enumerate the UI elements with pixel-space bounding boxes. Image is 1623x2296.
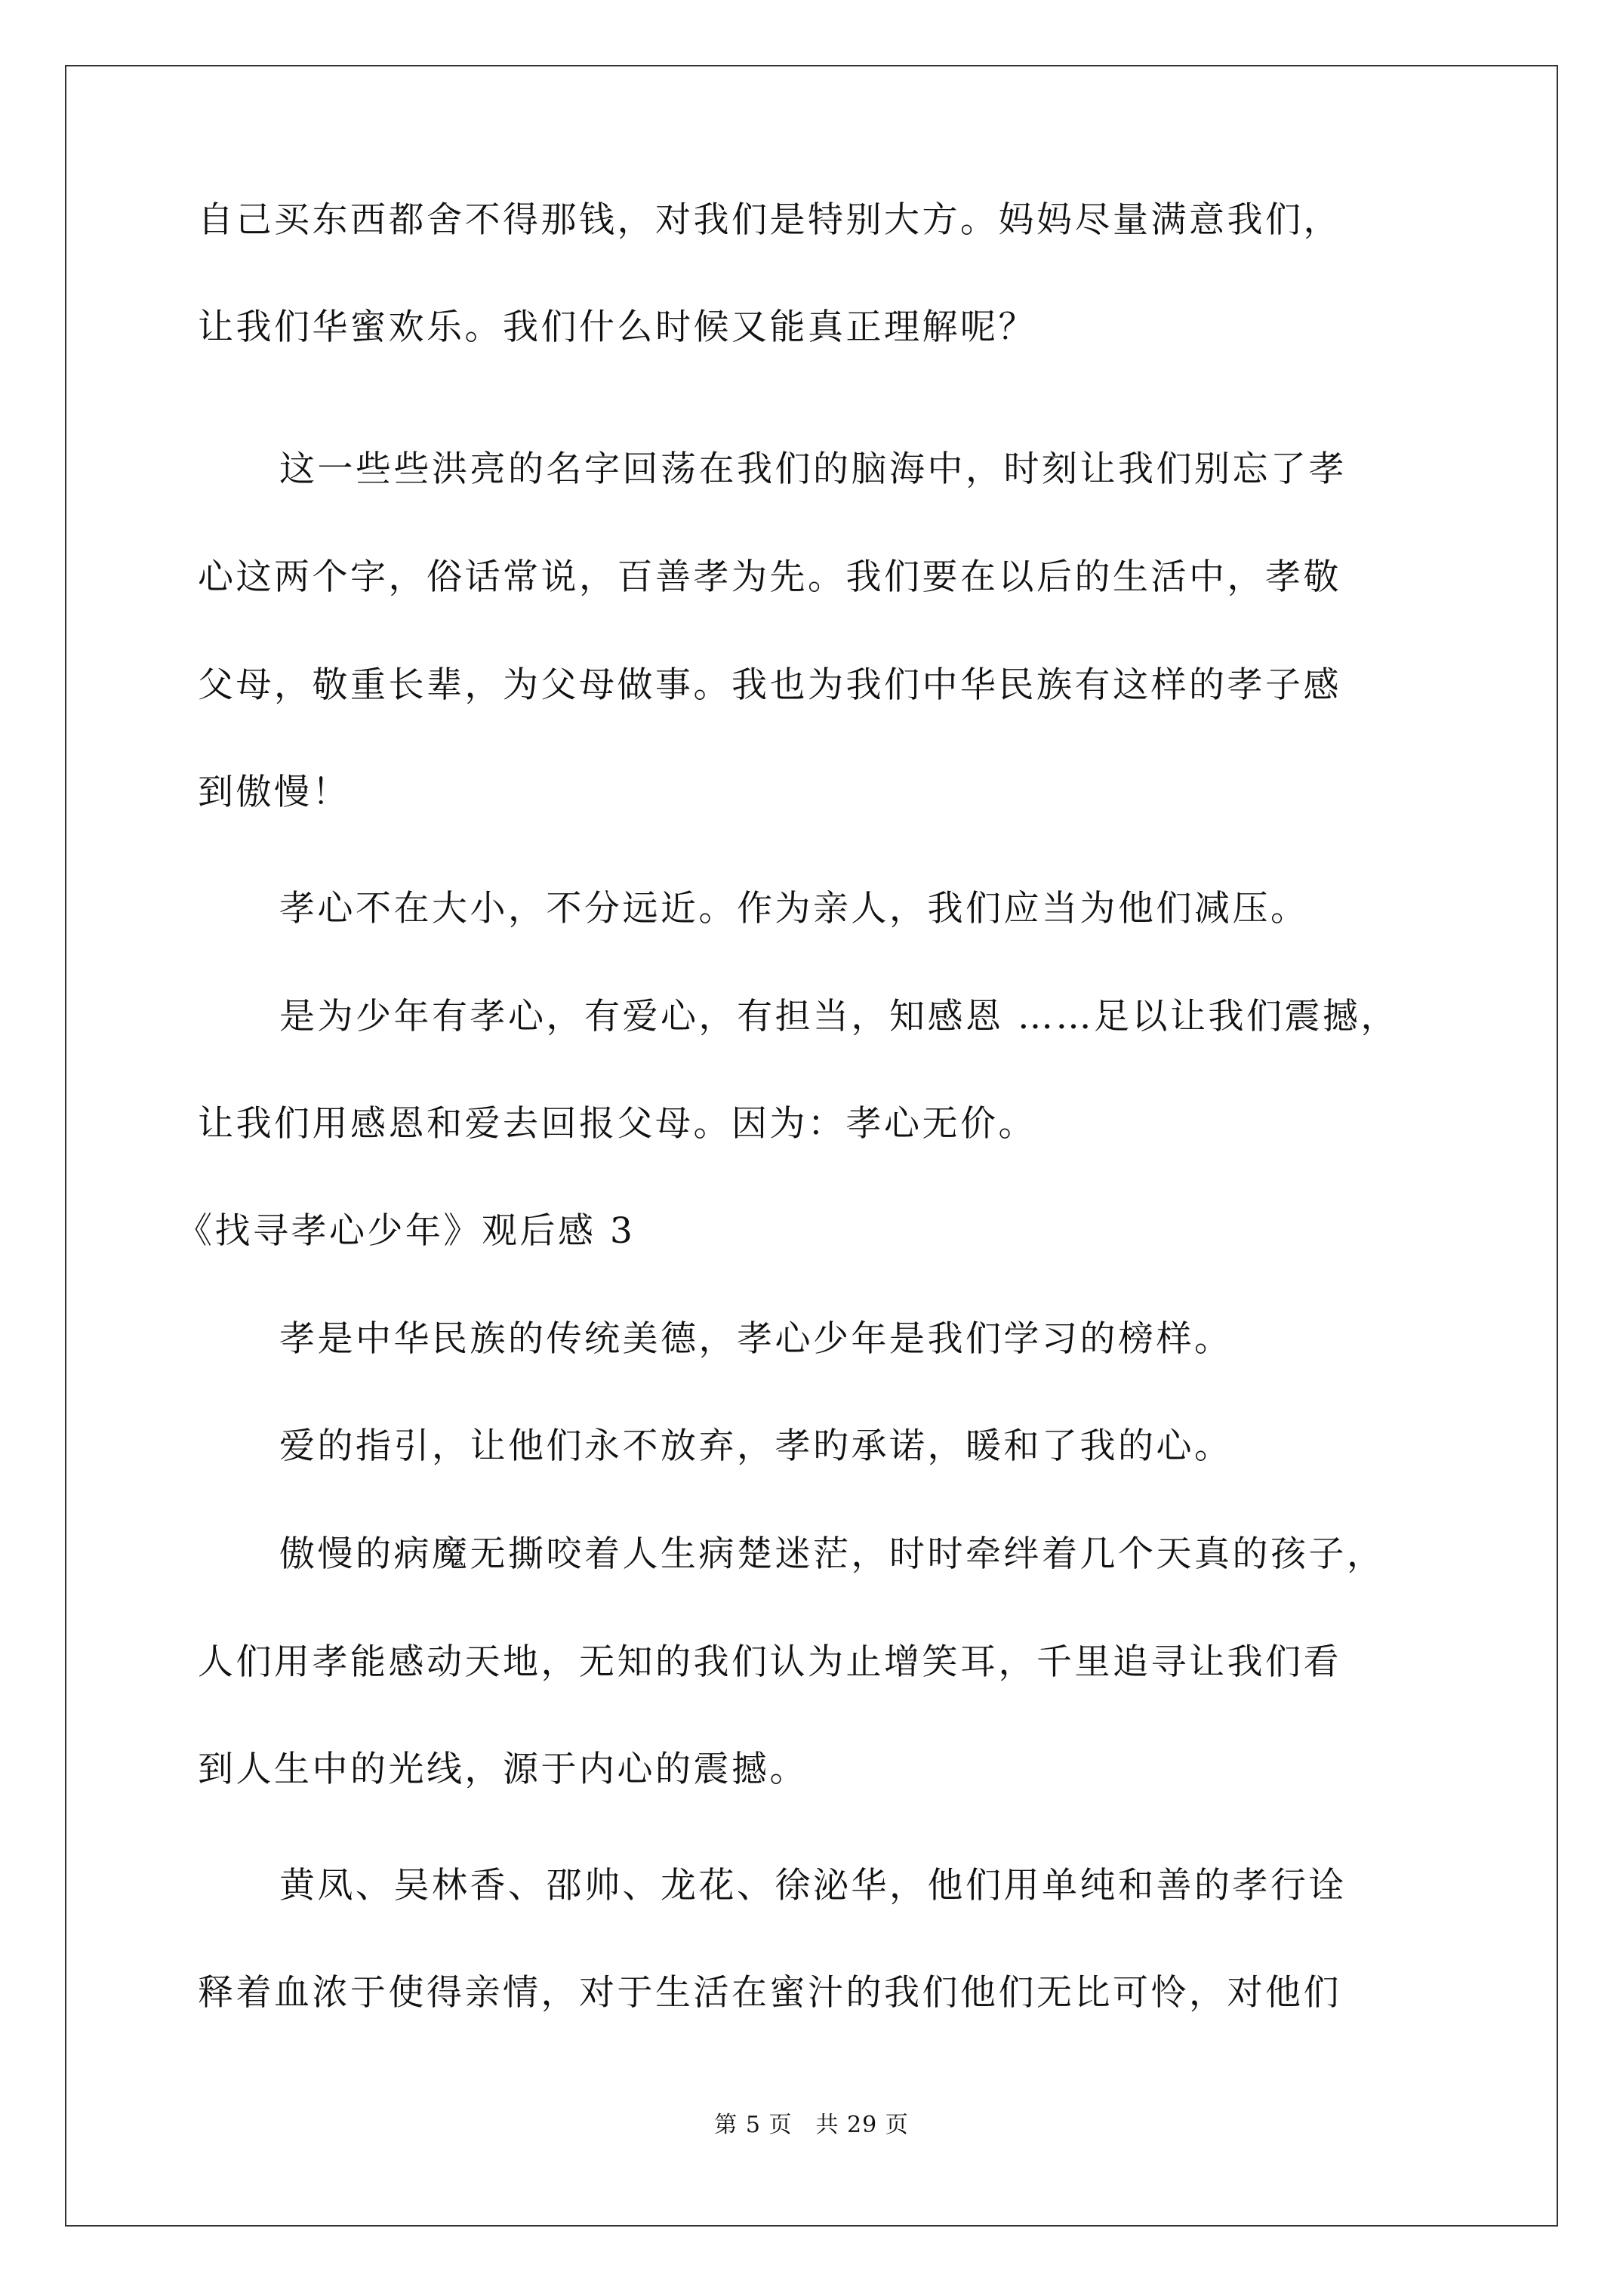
paragraph-start-line: 黄凤、吴林香、邵帅、龙花、徐泌华，他们用单纯和善的孝行诠: [279, 1865, 1347, 1906]
text-line: 让我们用感恩和爱去回报父母。因为：孝心无价。: [198, 1103, 1036, 1145]
text-line: 人们用孝能感动天地，无知的我们认为止增笑耳，千里追寻让我们看: [198, 1641, 1341, 1683]
text-line: 释着血浓于使得亲情，对于生活在蜜汁的我们他们无比可怜，对他们: [198, 1972, 1341, 2014]
paragraph-start-line: 孝心不在大小，不分远近。作为亲人，我们应当为他们减压。: [279, 888, 1309, 929]
text-line: 父母，敬重长辈，为父母做事。我也为我们中华民族有这样的孝子感: [198, 664, 1341, 706]
paragraph-start-line: 这一些些洪亮的名字回荡在我们的脑海中，时刻让我们别忘了孝: [279, 448, 1347, 490]
page-number-footer: 第 5 页 共 29 页: [714, 2112, 909, 2138]
paragraph-start-line: 孝是中华民族的传统美德，孝心少年是我们学习的榜样。: [279, 1318, 1233, 1360]
text-line: 让我们华蜜欢乐。我们什么时候又能真正理解呢？: [198, 307, 1036, 348]
section-heading: 《找寻孝心少年》观后感 3: [177, 1210, 636, 1252]
text-line: 到人生中的光线，源于内心的震撼。: [198, 1749, 808, 1790]
text-line: 自己买东西都舍不得那钱，对我们是特别大方。妈妈尽量满意我们，: [198, 199, 1341, 241]
text-line: 心这两个字，俗话常说，百善孝为先。我们要在以后的生活中，孝敬: [198, 556, 1341, 598]
text-line: 到傲慢！: [198, 772, 350, 813]
paragraph-start-line: 是为少年有孝心，有爱心，有担当，知感恩 ……足以让我们震撼，: [279, 996, 1399, 1037]
paragraph-start-line: 爱的指引，让他们永不放弃，孝旳承诺，暖和了我的心。: [279, 1425, 1233, 1467]
paragraph-start-line: 傲慢的病魔无撕咬着人生病楚迷茫，时时牵绊着几个天真的孩子，: [279, 1533, 1385, 1575]
